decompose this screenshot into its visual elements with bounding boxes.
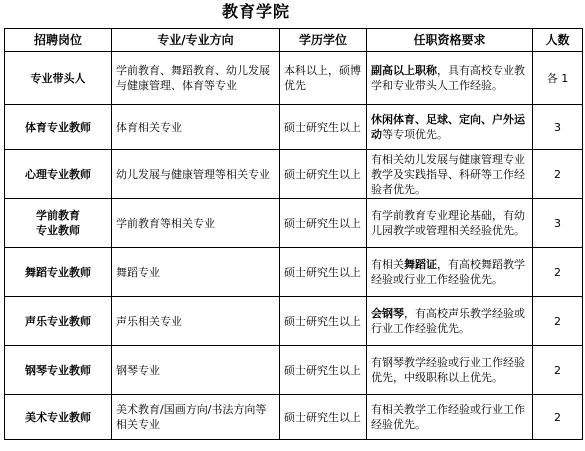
table-row <box>5 52 583 105</box>
major-cell: 学前教育等相关专业 <box>112 199 280 248</box>
requirement-text: 等专项优先。 <box>382 128 448 141</box>
requirement-highlight: 休闲体育、足球、定向、户外运动 <box>371 113 525 141</box>
table-row <box>5 346 583 395</box>
table-header-row <box>5 29 583 52</box>
table-row <box>5 297 583 346</box>
count-cell: 2 <box>533 346 583 395</box>
post-cell: 声乐专业教师 <box>5 297 112 346</box>
degree-cell: 硕士研究生以上 <box>280 346 367 395</box>
table-row <box>5 150 583 199</box>
header-degree: 学历学位 <box>280 29 367 52</box>
major-cell: 幼儿发展与健康管理等相关专业 <box>112 150 280 199</box>
header-count: 人数 <box>533 29 583 52</box>
major-cell: 美术教育/国画方向/书法方向等相关专业 <box>112 395 280 440</box>
post-line: 学前教育 <box>36 209 80 222</box>
count-cell: 2 <box>533 248 583 297</box>
post-cell: 钢琴专业教师 <box>5 346 112 395</box>
requirement-highlight: 舞蹈证 <box>404 258 437 271</box>
degree-cell: 硕士研究生以上 <box>280 395 367 440</box>
requirements-cell <box>367 297 533 346</box>
major-cell: 钢琴专业 <box>112 346 280 395</box>
degree-cell: 硕士研究生以上 <box>280 105 367 150</box>
requirement-highlight: 会钢琴 <box>371 307 404 320</box>
requirements-cell <box>367 248 533 297</box>
count-cell: 2 <box>533 395 583 440</box>
requirements-cell: 有相关幼儿发展与健康管理专业教学及实践指导、科研等工作经验者优先。 <box>367 150 533 199</box>
requirements-cell: 有相关教学工作经验或行业工作经验优先。 <box>367 395 533 440</box>
count-cell: 3 <box>533 105 583 150</box>
table-row <box>5 105 583 150</box>
count-cell: 各 1 <box>533 52 583 105</box>
requirement-text: ，具有高校专业教学和专业带头人工作经验。 <box>371 64 525 92</box>
major-cell: 舞蹈专业 <box>112 248 280 297</box>
post-line: 专业教师 <box>36 224 80 237</box>
post-cell: 体育专业教师 <box>5 105 112 150</box>
major-cell: 学前教育、舞蹈教育、幼儿发展与健康管理、体育等专业 <box>112 52 280 105</box>
major-cell: 体育相关专业 <box>112 105 280 150</box>
requirement-text: ，有高校声乐教学经验或行业工作经验优先。 <box>371 307 525 335</box>
header-requirements: 任职资格要求 <box>367 29 533 52</box>
page-title: 教育学院 <box>221 2 290 21</box>
requirement-highlight: 副高以上职称 <box>371 64 437 77</box>
requirement-text: 有相关 <box>371 258 404 271</box>
recruitment-table <box>4 28 583 440</box>
post-cell: 舞蹈专业教师 <box>5 248 112 297</box>
table-row <box>5 199 583 248</box>
major-cell: 声乐相关专业 <box>112 297 280 346</box>
table-row <box>5 248 583 297</box>
post-cell: 心理专业教师 <box>5 150 112 199</box>
requirement-text: ，有高校舞蹈教学经验或行业工作经验优先。 <box>371 258 525 286</box>
post-cell: 美术专业教师 <box>5 395 112 440</box>
degree-cell: 硕士研究生以上 <box>280 297 367 346</box>
count-cell: 2 <box>533 297 583 346</box>
post-cell <box>5 199 112 248</box>
degree-cell: 硕士研究生以上 <box>280 199 367 248</box>
requirements-cell: 有钢琴教学经验或行业工作经验优先，中级职称以上优先。 <box>367 346 533 395</box>
requirements-cell <box>367 105 533 150</box>
degree-cell: 硕士研究生以上 <box>280 150 367 199</box>
requirements-cell: 有学前教育专业理论基础，有幼儿园教学或管理相关经验优先。 <box>367 199 533 248</box>
requirements-cell <box>367 52 533 105</box>
header-major: 专业/专业方向 <box>112 29 280 52</box>
table-row <box>5 395 583 440</box>
count-cell: 3 <box>533 199 583 248</box>
degree-cell: 硕士研究生以上 <box>280 248 367 297</box>
post-cell: 专业带头人 <box>5 52 112 105</box>
degree-cell: 本科以上，硕博优先 <box>280 52 367 105</box>
count-cell: 2 <box>533 150 583 199</box>
header-post: 招聘岗位 <box>5 29 112 52</box>
